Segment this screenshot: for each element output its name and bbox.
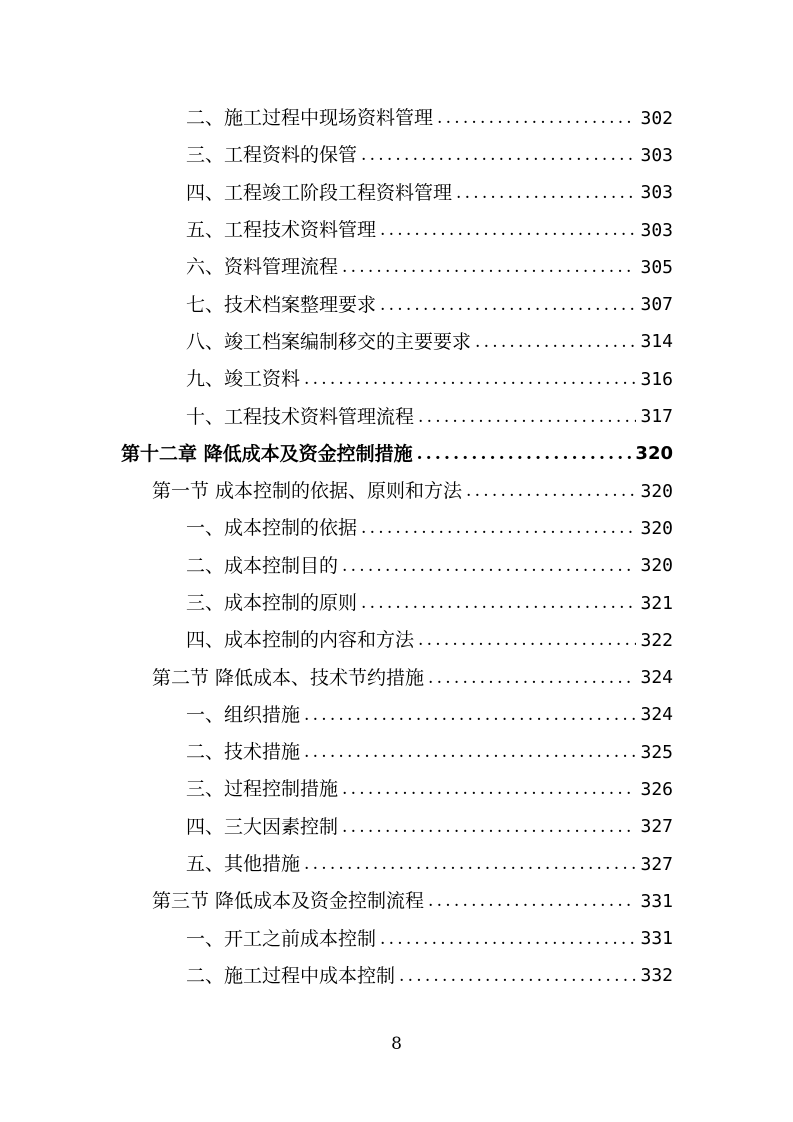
toc-entry-title: 第一节 成本控制的依据、原则和方法 [152, 480, 463, 503]
toc-entry-page-number: 314 [640, 331, 673, 353]
toc-entry-title: 五、其他措施 [186, 853, 301, 876]
table-of-contents [0, 100, 793, 995]
toc-entry-page-number: 327 [640, 816, 673, 838]
toc-entry-title: 七、技术档案整理要求 [186, 293, 377, 316]
page-number: 8 [391, 1034, 402, 1054]
toc-dot-leader [417, 446, 632, 463]
toc-entry-page-number: 332 [640, 965, 673, 987]
toc-entry-item[interactable] [0, 137, 673, 174]
toc-dot-leader [380, 222, 636, 239]
toc-dot-leader [361, 595, 636, 612]
toc-dot-leader [418, 409, 636, 426]
toc-entry-title: 第十二章 降低成本及资金控制措施 [121, 442, 413, 465]
toc-dot-leader [380, 931, 636, 948]
toc-entry-title: 四、工程竣工阶段工程资料管理 [186, 181, 453, 204]
toc-entry-title: 三、工程资料的保管 [186, 144, 358, 167]
toc-entry-page-number: 321 [640, 592, 673, 614]
toc-entry-title: 二、技术措施 [186, 741, 301, 764]
toc-dot-leader [304, 371, 636, 388]
toc-entry-title: 第二节 降低成本、技术节约措施 [152, 666, 425, 689]
toc-entry-page-number: 324 [640, 667, 673, 689]
toc-entry-title: 三、成本控制的原则 [186, 592, 358, 614]
toc-entry-item[interactable] [0, 286, 673, 323]
toc-entry-item[interactable] [0, 249, 673, 286]
toc-dot-leader [342, 558, 636, 575]
toc-entry-title: 第三节 降低成本及资金控制流程 [152, 890, 425, 913]
toc-entry-title: 八、竣工档案编制移交的主要要求 [186, 330, 472, 353]
toc-entry-section[interactable] [0, 883, 673, 920]
toc-entry-page-number: 324 [640, 704, 673, 726]
toc-entry-item[interactable] [0, 622, 673, 659]
toc-entry-item[interactable] [0, 697, 673, 734]
toc-entry-page-number: 327 [640, 853, 673, 875]
toc-dot-leader [418, 632, 636, 649]
toc-dot-leader [342, 819, 636, 836]
toc-entry-title: 二、成本控制目的 [186, 554, 339, 577]
toc-entry-page-number: 303 [640, 144, 673, 166]
toc-entry-title: 一、组织措施 [186, 703, 301, 726]
toc-entry-title: 二、施工过程中成本控制 [186, 964, 396, 987]
toc-dot-leader [342, 781, 636, 798]
toc-entry-section[interactable] [0, 473, 673, 510]
toc-entry-item[interactable] [0, 398, 673, 435]
toc-entry-item[interactable] [0, 958, 673, 995]
toc-dot-leader [361, 520, 636, 537]
toc-entry-chapter[interactable] [0, 436, 673, 473]
toc-entry-page-number: 320 [640, 517, 673, 539]
toc-entry-title: 一、成本控制的依据 [186, 517, 358, 540]
toc-entry-section[interactable] [0, 659, 673, 696]
toc-entry-title: 一、开工之前成本控制 [186, 927, 377, 950]
toc-entry-page-number: 317 [640, 406, 673, 428]
toc-entry-page-number: 331 [640, 890, 673, 912]
toc-entry-title: 三、过程控制措施 [186, 778, 339, 801]
toc-dot-leader [437, 110, 636, 127]
toc-entry-page-number: 331 [640, 928, 673, 950]
toc-entry-item[interactable] [0, 361, 673, 398]
toc-entry-item[interactable] [0, 771, 673, 808]
toc-dot-leader [304, 856, 636, 873]
toc-entry-page-number: 320 [640, 555, 673, 577]
toc-entry-page-number: 316 [640, 368, 673, 390]
toc-entry-page-number: 320 [635, 443, 673, 465]
toc-entry-page-number: 302 [640, 107, 673, 129]
toc-entry-item[interactable] [0, 324, 673, 361]
toc-entry-item[interactable] [0, 548, 673, 585]
toc-entry-item[interactable] [0, 809, 673, 846]
toc-entry-item[interactable] [0, 734, 673, 771]
toc-dot-leader [304, 707, 636, 724]
toc-dot-leader [428, 893, 636, 910]
toc-entry-page-number: 303 [640, 219, 673, 241]
toc-entry-item[interactable] [0, 510, 673, 547]
toc-dot-leader [456, 185, 636, 202]
toc-dot-leader [380, 297, 636, 314]
toc-entry-title: 四、三大因素控制 [186, 815, 339, 838]
toc-dot-leader [428, 670, 636, 687]
toc-dot-leader [399, 968, 636, 985]
toc-entry-item[interactable] [0, 175, 673, 212]
toc-entry-page-number: 322 [640, 629, 673, 651]
toc-dot-leader [342, 259, 636, 276]
toc-entry-title: 六、资料管理流程 [186, 256, 339, 279]
toc-dot-leader [475, 334, 636, 351]
toc-entry-item[interactable] [0, 100, 673, 137]
toc-dot-leader [304, 744, 636, 761]
toc-entry-page-number: 303 [640, 182, 673, 204]
toc-entry-page-number: 305 [640, 256, 673, 278]
toc-entry-title: 四、成本控制的内容和方法 [186, 629, 415, 652]
toc-entry-page-number: 325 [640, 741, 673, 763]
toc-entry-title: 十、工程技术资料管理流程 [186, 405, 415, 428]
toc-entry-title: 九、竣工资料 [186, 368, 301, 391]
toc-entry-title: 五、工程技术资料管理 [186, 219, 377, 242]
toc-dot-leader [466, 483, 636, 500]
toc-entry-item[interactable] [0, 585, 673, 622]
toc-entry-title: 二、施工过程中现场资料管理 [186, 107, 434, 130]
toc-entry-page-number: 320 [640, 480, 673, 502]
toc-dot-leader [361, 147, 636, 164]
toc-entry-page-number: 326 [640, 778, 673, 800]
toc-entry-item[interactable] [0, 212, 673, 249]
toc-entry-page-number: 307 [640, 294, 673, 316]
toc-entry-item[interactable] [0, 921, 673, 958]
toc-entry-item[interactable] [0, 846, 673, 883]
